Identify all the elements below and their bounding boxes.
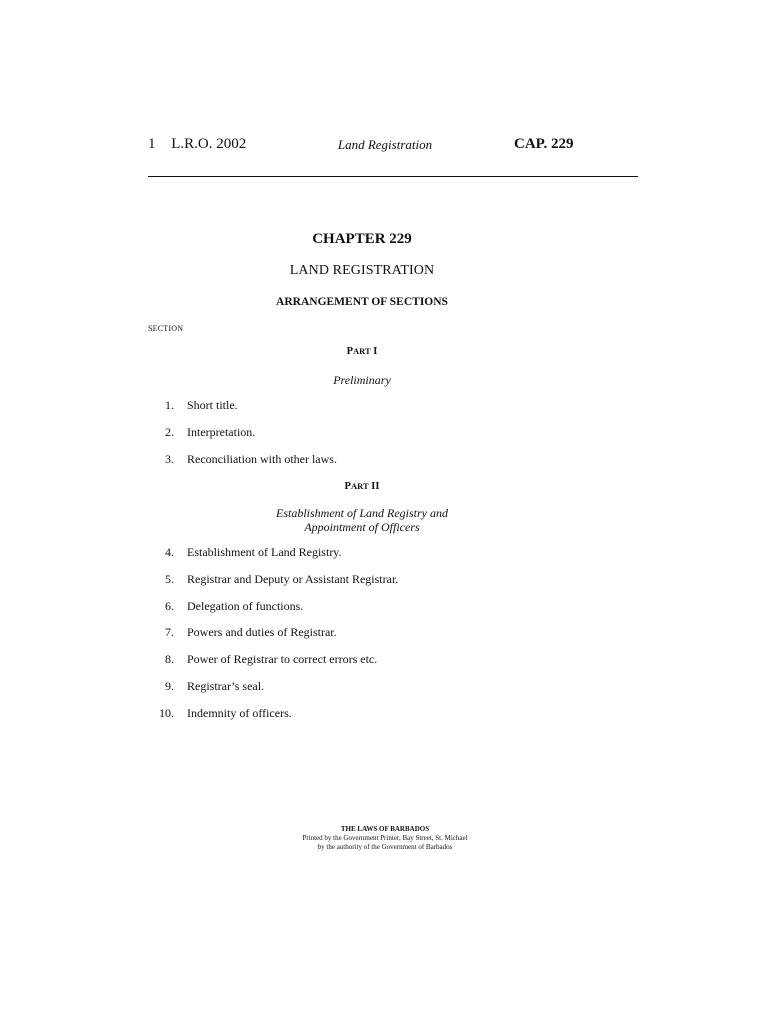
list-item (148, 625, 648, 640)
section-number: 10. (159, 706, 174, 720)
part-subheading-line: Preliminary (333, 373, 391, 387)
footer-title: THE LAWS OF BARBADOS (340, 825, 430, 833)
list-item (148, 652, 648, 667)
list-item (148, 679, 648, 694)
part-subheading-line: Establishment of Land Registry and (276, 506, 448, 520)
part-label-rest: ART (353, 346, 371, 356)
section-title: Reconciliation with other laws. (187, 452, 337, 466)
section-number: 7. (165, 625, 174, 639)
page-footer (0, 825, 770, 852)
section-title: Registrar’s seal. (187, 679, 265, 693)
section-number: 4. (165, 545, 174, 559)
edition-label: L.R.O. 2002 (171, 136, 247, 152)
section-number: 2. (165, 425, 174, 439)
part-subheading (0, 506, 724, 534)
section-number: 9. (165, 679, 174, 693)
part-subheading (0, 373, 724, 387)
list-item (148, 425, 648, 440)
footer-authority: by the authority of the Government of Barbados (317, 843, 453, 851)
section-title: Powers and duties of Registrar. (187, 625, 337, 639)
running-title: Land Registration (337, 137, 433, 152)
part-heading (0, 481, 724, 492)
footer-printer: Printed by the Government Printer, Bay Street, St. Michael (302, 834, 468, 842)
part-label-rest: ART (350, 481, 369, 491)
arrangement-heading: ARRANGEMENT OF SECTIONS (276, 296, 448, 308)
section-number: 6. (165, 599, 174, 613)
list-item (148, 545, 648, 560)
page-number: 1 (148, 136, 156, 152)
section-column-label: SECTION (148, 324, 184, 333)
chapter-heading: CHAPTER 229 (312, 231, 412, 247)
part-numeral: II (371, 481, 380, 492)
section-title: Short title. (187, 398, 238, 412)
list-item (148, 452, 648, 467)
section-title: Establishment of Land Registry. (187, 545, 342, 559)
section-title: Indemnity of officers. (187, 706, 292, 720)
section-title: Delegation of functions. (187, 599, 304, 613)
part-numeral: I (373, 346, 378, 357)
list-item (148, 398, 648, 413)
section-title: Registrar and Deputy or Assistant Registrar. (187, 572, 399, 586)
part-subheading-line: Appointment of Officers (304, 520, 420, 534)
section-number: 1. (165, 398, 174, 412)
section-number: 8. (165, 652, 174, 666)
part-heading (0, 346, 724, 357)
section-title: Interpretation. (187, 425, 256, 439)
cap-number: CAP. 229 (514, 136, 574, 152)
section-number: 5. (165, 572, 174, 586)
chapter-title: LAND REGISTRATION (289, 263, 435, 278)
section-number: 3. (165, 452, 174, 466)
list-item (148, 572, 648, 587)
part-label-initial: P (346, 346, 354, 357)
part-label-initial: P (344, 481, 351, 492)
header-rule (148, 176, 638, 177)
list-item (148, 599, 648, 614)
list-item (148, 706, 648, 721)
section-title: Power of Registrar to correct errors etc. (187, 652, 378, 666)
